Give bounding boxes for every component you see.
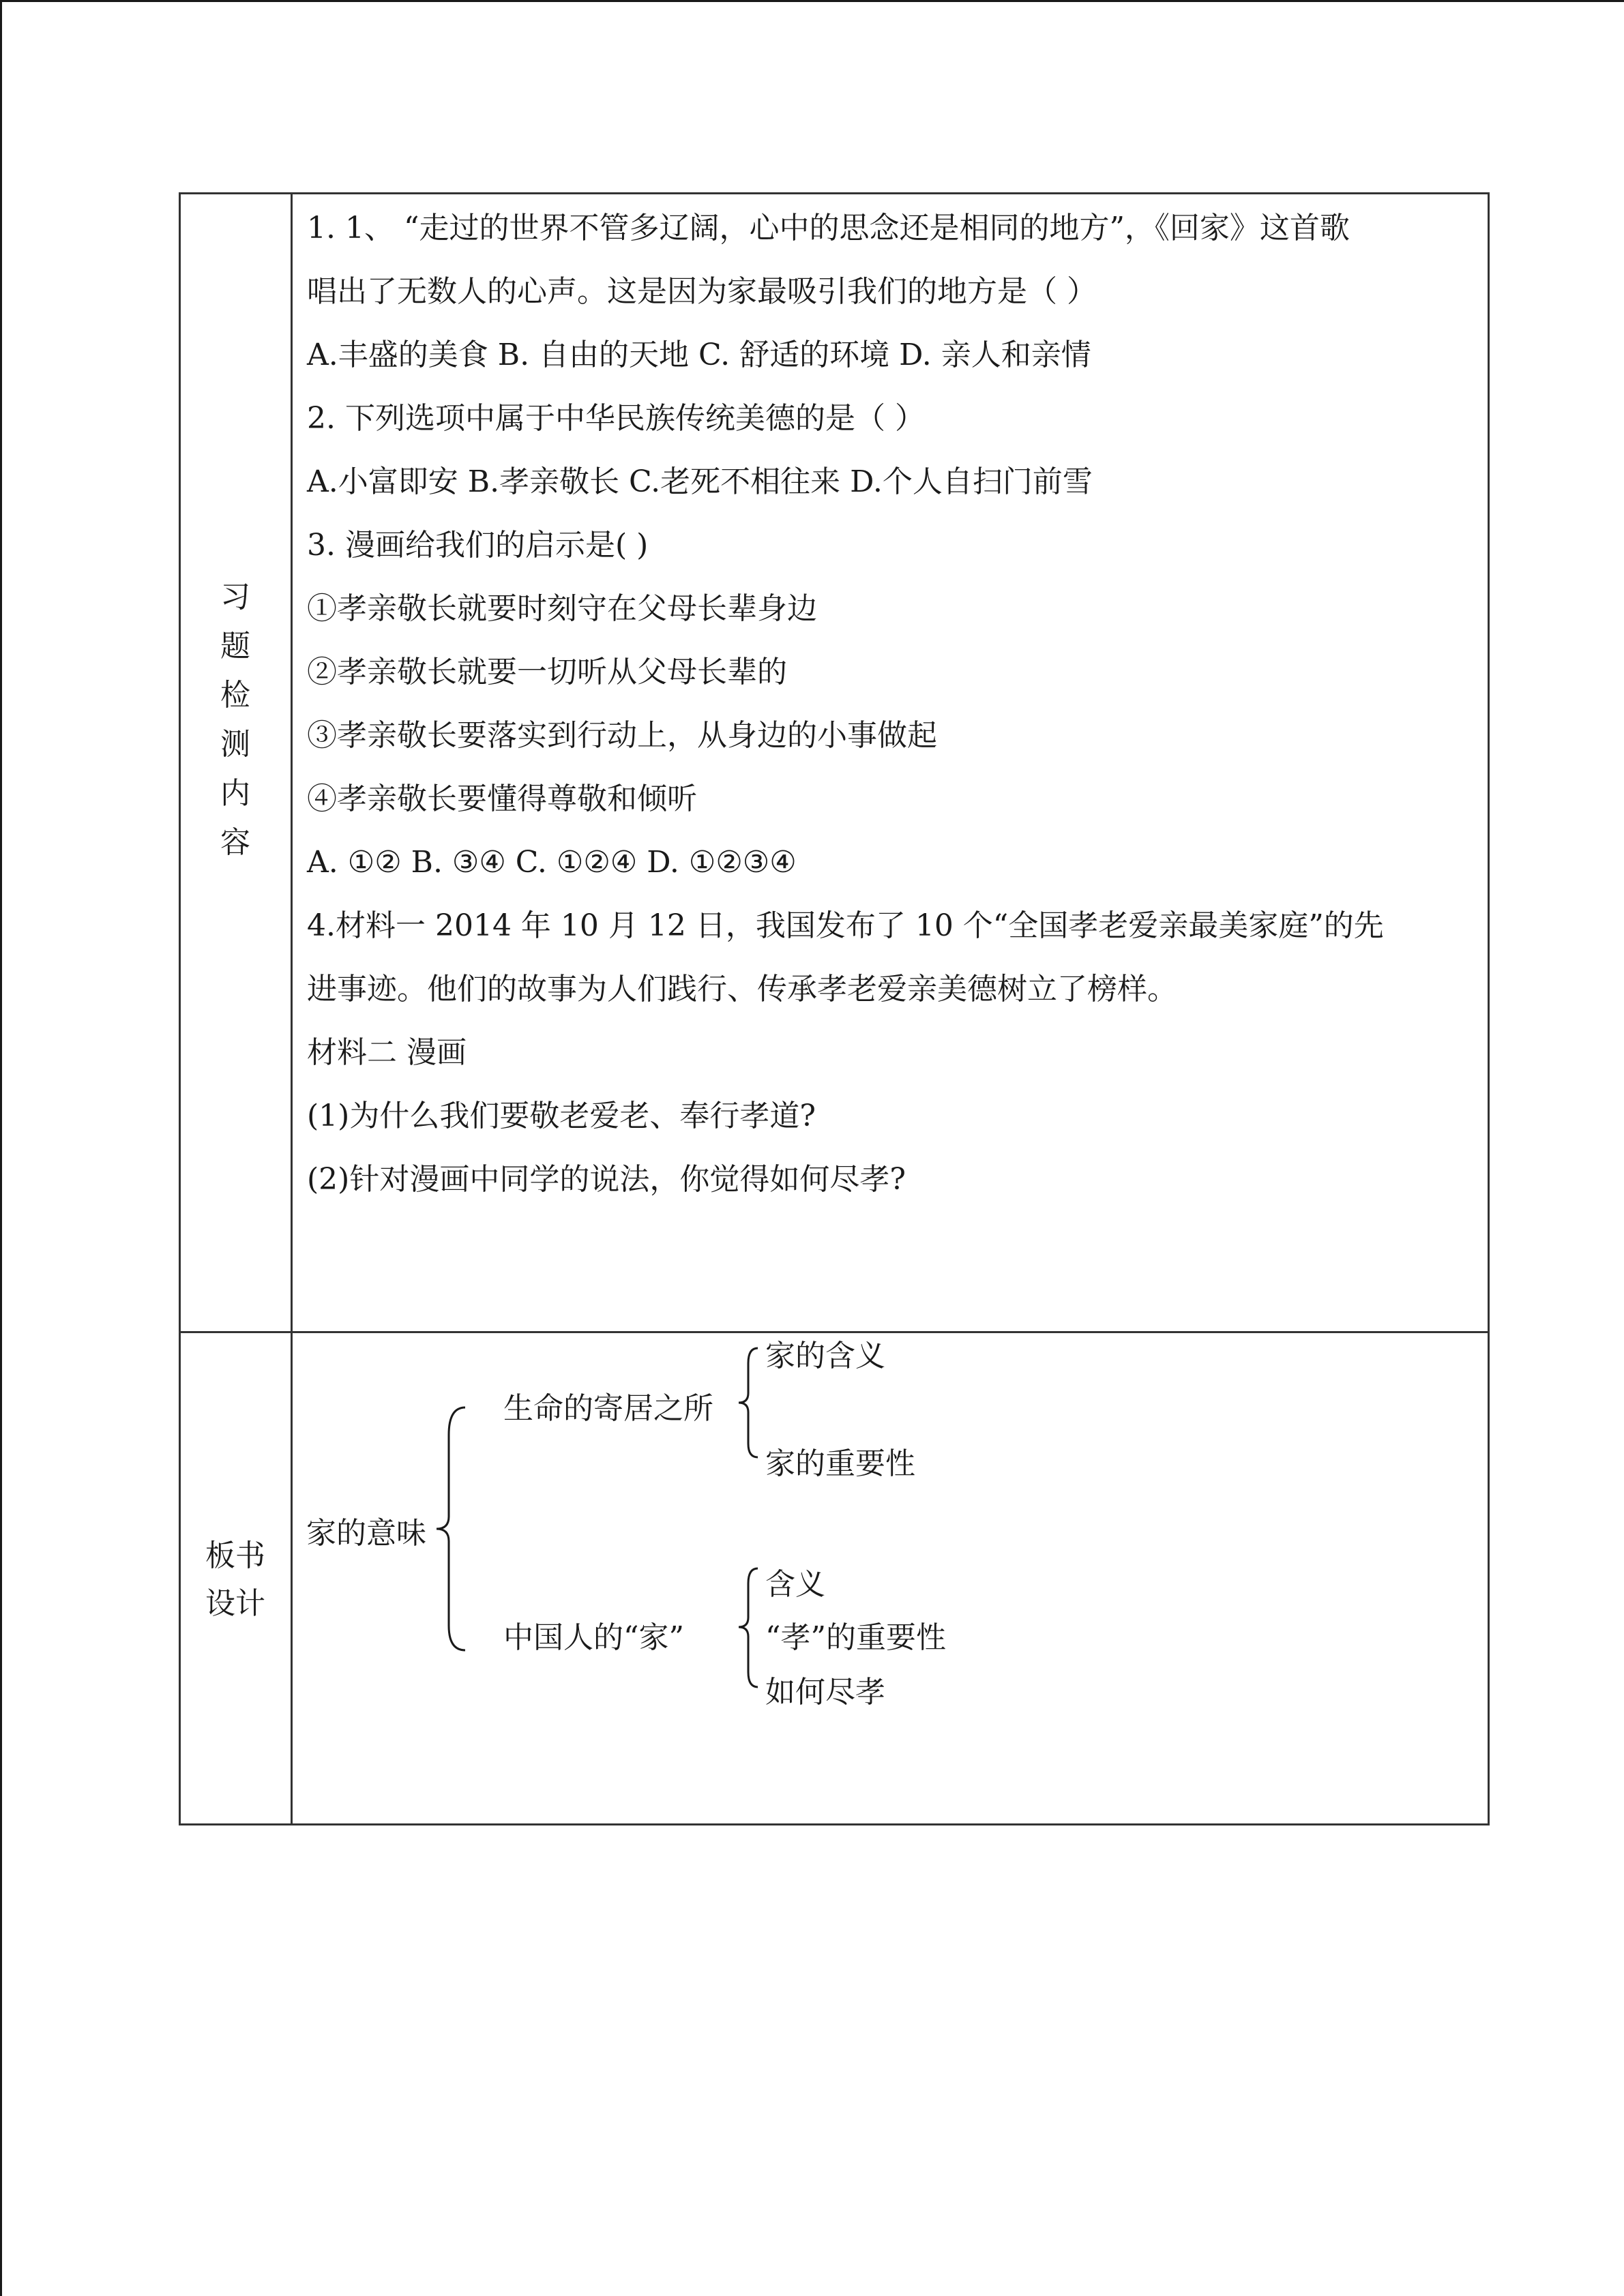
question-line: A.小富即安 B.孝亲敬长 C.老死不相往来 D.个人自扫门前雪 [307, 464, 1093, 499]
question-line: (1)为什么我们要敬老爱老、奉行孝道? [307, 1099, 816, 1133]
question-line: 进事迹。他们的故事为人们践行、传承孝老爱亲美德树立了榜样。 [307, 972, 1177, 1007]
question-line: 4.材料一 2014 年 10 月 12 日，我国发布了 10 个“全国孝老爱亲最美家庭”的先 [307, 908, 1384, 943]
exercise-content [307, 196, 1480, 1211]
branch-chinese-home: 中国人的“家” [503, 1620, 684, 1655]
branch-2-item: “孝”的重要性 [765, 1620, 946, 1655]
exercise-label-char: 内 [220, 776, 250, 811]
question-line: 1. 1、 “走过的世界不管多辽阔，心中的思念还是相同的地方”，《回家》这首歌 [307, 211, 1350, 245]
question-line: ①孝亲敬长就要时刻守在父母长辈身边 [307, 591, 817, 626]
branch-2-item: 含义 [765, 1567, 825, 1602]
branch-1-item: 家的重要性 [765, 1446, 915, 1481]
question-line: (2)针对漫画中同学的说法，你觉得如何尽孝? [307, 1162, 906, 1197]
board-label-line: 板书 [205, 1538, 265, 1573]
board-section-label [179, 1532, 292, 1628]
exercise-label-char: 容 [220, 825, 250, 860]
table-border-top [179, 192, 1490, 194]
question-line: A. ①② B. ③④ C. ①②④ D. ①②③④ [307, 845, 797, 880]
root-brace [432, 1407, 487, 1680]
exercise-label-char: 习 [220, 580, 250, 614]
exercise-label-char: 题 [220, 629, 250, 664]
question-line: 3. 漫画给我们的启示是( ) [307, 528, 649, 563]
question-line: 唱出了无数人的心声。这是因为家最吸引我们的地方是（ ） [307, 274, 1097, 309]
question-line: ②孝亲敬长就要一切听从父母长辈的 [307, 655, 787, 689]
left-edge-line [0, 0, 2, 2296]
branch-1-item: 家的含义 [765, 1339, 885, 1373]
exercise-label-char: 检 [220, 678, 250, 713]
lesson-table [179, 192, 1490, 1825]
question-line: ③孝亲敬长要落实到行动上，从身边的小事做起 [307, 718, 937, 753]
question-line: 材料二 漫画 [307, 1035, 467, 1070]
branch-2-item: 如何尽孝 [765, 1675, 885, 1710]
table-border-right [1488, 192, 1490, 1825]
question-line: 2. 下列选项中属于中华民族传统美德的是（ ） [307, 401, 925, 436]
board-label-line: 设计 [205, 1586, 265, 1621]
branch-life-dwelling: 生命的寄居之所 [503, 1391, 713, 1426]
question-line: ④孝亲敬长要懂得尊敬和倾听 [307, 781, 697, 816]
table-border-bottom [179, 1823, 1490, 1825]
exercise-section-label [179, 573, 292, 867]
top-edge-line [0, 0, 1624, 2]
question-line: A.丰盛的美食 B. 自由的天地 C. 舒适的环境 D. 亲人和亲情 [307, 338, 1091, 372]
mindmap-root: 家的意味 [306, 1516, 426, 1551]
exercise-label-char: 测 [220, 727, 250, 762]
